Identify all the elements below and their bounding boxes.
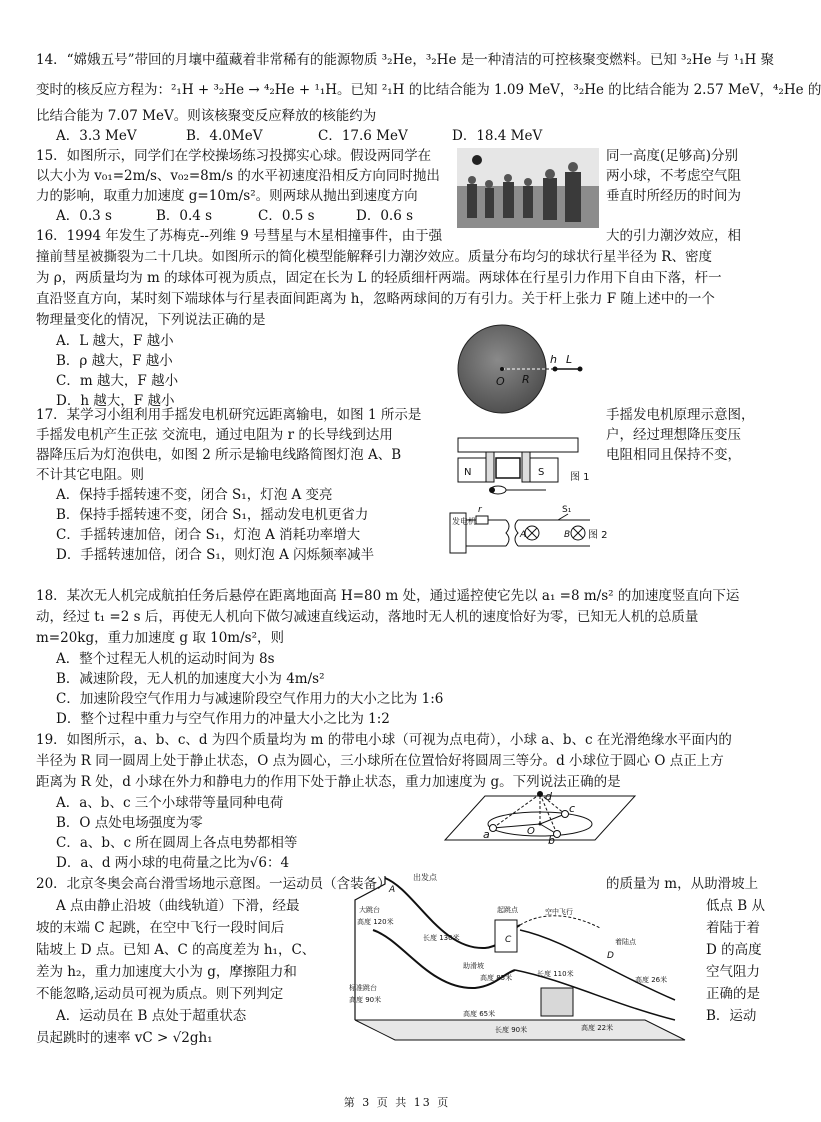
label-r: R — [522, 373, 530, 386]
charge-a — [490, 825, 497, 832]
label-landing: 着陆点 — [615, 938, 636, 946]
charge-d — [537, 791, 543, 797]
label-start: 出发点 — [413, 873, 437, 882]
q19-charges-diagram — [445, 790, 640, 846]
label-len90: 长度 90米 — [495, 1026, 528, 1034]
q18-option-c: C．加速阶段空气作用力与减速阶段空气作用力的大小之比为 1:6 — [56, 691, 444, 707]
q18-text-line-3: m=20kg，重力加速度 g 取 10m/s²，则 — [36, 630, 284, 646]
label-takeoff: 起跳点 — [497, 906, 518, 914]
q20-text-line-3b: 着陆于着 — [706, 920, 760, 936]
q15-option-a: A．0.3 s — [56, 208, 112, 224]
q20-text-line-2a: A 点由静止沿坡（曲线轨道）下滑，经最 — [56, 898, 300, 914]
q20-text-line-6b: 正确的是 — [706, 986, 760, 1002]
q17-option-b: B．保持手摇转速不变，闭合 S₁，摇动发电机更省力 — [56, 507, 369, 523]
q15-text-line-2b: 两小球，不考虑空气阻 — [606, 168, 741, 184]
magnet-n-label: N — [464, 467, 472, 478]
q17-generator-diagram — [450, 428, 608, 566]
q15-option-d: D．0.6 s — [356, 208, 414, 224]
label-big-height: 高度 120米 — [357, 918, 394, 926]
q17-text-line-2b: 户，经过理想降压变压 — [606, 427, 741, 443]
q20-text-line-3a: 坡的末端 C 起跳，在空中飞行一段时间后 — [36, 920, 285, 936]
q19-option-b: B．O 点处电场强度为零 — [56, 815, 203, 831]
q20-text-line-2b: 低点 B 从 — [706, 898, 766, 914]
q20-text-line-1b: 的质量为 m，从助滑坡上 — [606, 876, 759, 892]
label-std-platform: 标准跳台 — [349, 984, 377, 992]
q15-text-line-1a: 15．如图所示，同学们在学校操场练习投掷实心球。假设两同学在 — [36, 148, 432, 164]
q15-option-c: C．0.5 s — [258, 208, 315, 224]
q14-option-d: D．18.4 MeV — [452, 128, 543, 144]
label-std-height: 高度 90米 — [349, 996, 382, 1004]
q17-text-line-3a: 器降压后为灯泡供电，如图 2 所示是输电线路简图灯泡 A、B — [36, 447, 402, 463]
q20-text-line-4b: D 的高度 — [706, 942, 762, 958]
q14-option-a: A．3.3 MeV — [56, 128, 137, 144]
q17-text-line-2a: 手摇发电机产生正弦 交流电，通过电阻为 r 的长导线到达用 — [36, 427, 393, 443]
q17-option-a: A．保持手摇转速不变，闭合 S₁，灯泡 A 变亮 — [56, 487, 333, 503]
upper-ball — [578, 367, 583, 372]
q16-text-line-5: 物理量变化的情况，下列说法正确的是 — [36, 312, 266, 328]
shotput-ball-icon — [472, 155, 482, 165]
label-a: A — [389, 885, 396, 895]
label-h65: 高度 65米 — [463, 1010, 496, 1018]
label-o: O — [527, 826, 535, 837]
q18-option-a: A．整个过程无人机的运动时间为 8s — [56, 651, 275, 667]
q17-text-line-3b: 电阻相同且保持不变， — [606, 447, 741, 463]
q14-text-line-3: 比结合能为 7.07 MeV。则该核聚变反应释放的核能约为 — [36, 108, 377, 124]
q19-option-a: A．a、b、c 三个小球带等量同种电荷 — [56, 795, 284, 811]
label-h22: 高度 22米 — [581, 1024, 614, 1032]
q19-text-line-3: 距离为 R 处，d 小球在外力和静电力的作用下处于静止状态，重力加速度为 g。下列说法正确的是 — [36, 774, 621, 790]
label-d: D — [607, 951, 614, 961]
label-d: d — [545, 790, 552, 803]
label-c: C — [505, 935, 512, 945]
label-c: c — [569, 802, 576, 815]
lamp-a-label: A — [520, 530, 527, 540]
q17-text-line-1b: 手摇发电机原理示意图， — [606, 407, 755, 423]
q16-option-c: C．m 越大，F 越小 — [56, 373, 179, 389]
q17-option-c: C．手摇转速加倍，闭合 S₁，灯泡 A 消耗功率增大 — [56, 527, 361, 543]
q20-text-line-6a: 不能忽略,运动员可视为质点。则下列判定 — [36, 986, 284, 1002]
fig2-label: 图 2 — [588, 530, 608, 541]
q20-option-a: A．运动员在 B 点处于超重状态 — [56, 1008, 247, 1024]
q18-option-b: B．减速阶段，无人机的加速度大小为 4m/s² — [56, 671, 325, 687]
fig1-label: 图 1 — [570, 472, 590, 483]
q16-option-d: D．h 越大，F 越小 — [56, 393, 175, 409]
q16-text-line-2: 撞前彗星被撕裂为二十几块。如图所示的简化模型能解释引力潮汐效应。质量分布均匀的球状行星半径为 R、密度 — [36, 249, 712, 265]
q16-text-line-3: 为 ρ，两质量均为 m 的球体可视为质点，固定在长为 L 的轻质细杆两端。两球体在行星引力作用下自由下落，杆一 — [36, 270, 722, 286]
resistor-r-label: r — [478, 505, 482, 515]
label-b: b — [548, 834, 555, 847]
label-flight: 空中飞行 — [545, 908, 573, 916]
q16-option-b: B．ρ 越大，F 越小 — [56, 353, 173, 369]
q20-text-line-5b: 空气阻力 — [706, 964, 760, 980]
q17-option-d: D．手摇转速加倍，闭合 S₁，则灯泡 A 闪烁频率减半 — [56, 547, 375, 563]
q14-option-b: B．4.0MeV — [186, 128, 263, 144]
label-l: L — [566, 353, 573, 366]
label-len130: 长度 130米 — [423, 934, 460, 942]
q20-text-line-4a: 陆坡上 D 点。已知 A、C 的高度差为 h₁，C、 — [36, 942, 316, 958]
q20-ski-jump-diagram — [345, 870, 701, 1050]
q15-text-line-2a: 以大小为 v₀₁=2m/s、v₀₂=8m/s 的水平初速度沿相反方向同时抛出 — [36, 168, 440, 184]
q14-text-line-2: 变时的核反应方程为：²₁H + ³₂He → ⁴₂He + ¹₁H。已知 ²₁H 的比结合能为 1.09 MeV，³₂He 的比结合能为 2.57 MeV，⁴₂He 的 — [36, 82, 821, 98]
q14-option-c: C．17.6 MeV — [318, 128, 408, 144]
label-h: h — [550, 353, 557, 366]
q18-text-line-2: 动，经过 t₁ =2 s 后，再使无人机向下做匀减速直线运动，落地时无人机的速度恰好为零，已知无人机的总质量 — [36, 609, 699, 625]
q15-photo-shotput — [457, 148, 599, 228]
magnet-s-label: S — [538, 467, 545, 478]
q19-text-line-1: 19．如图所示，a、b、c、d 为四个质量均为 m 的带电小球（可视为点电荷），小球 a、b、c 在光滑绝缘水平面内的 — [36, 732, 732, 748]
label-h85: 高度 85米 — [480, 974, 513, 982]
lamp-b-label: B — [564, 530, 571, 540]
q17-text-line-4: 不计其它电阻。则 — [36, 467, 144, 483]
charge-c — [562, 811, 569, 818]
generator-label: 发电机 — [452, 517, 476, 526]
q20-text-line-5a: 差为 h₂，重力加速度大小为 g，摩擦阻力和 — [36, 964, 297, 980]
q19-option-d: D．a、d 两小球的电荷量之比为√6：4 — [56, 855, 290, 871]
q15-text-line-1b: 同一高度(足够高)分别 — [606, 148, 739, 164]
q20-option-b-continued: 员起跳时的速率 vC > √2gh₁ — [36, 1030, 213, 1046]
q20-text-line-1a: 20．北京冬奥会高台滑雪场地示意图。一运动员（含装备） — [36, 876, 391, 892]
q17-text-line-1a: 17．某学习小组利用手摇发电机研究远距离输电，如图 1 所示是 — [36, 407, 422, 423]
q18-option-d: D．整个过程中重力与空气作用力的冲量大小之比为 1:2 — [56, 711, 390, 727]
label-big-platform: 大跳台 — [359, 906, 380, 914]
q16-planet-diagram — [452, 325, 622, 415]
q14-text-line-1: 14．“嫦娥五号”带回的月壤中蕴藏着非常稀有的能源物质 ³₂He，³₂He 是一种清洁的可控核聚变燃料。已知 ³₂He 与 ¹₁H 聚 — [36, 52, 775, 68]
q15-option-b: B．0.4 s — [156, 208, 213, 224]
q16-text-line-4: 直沿竖直方向，某时刻下端球体与行星表面间距离为 h，忽略两球间的万有引力。关于杆上张力 F 随上述中的一个 — [36, 291, 715, 307]
label-len110: 长度 110米 — [537, 970, 574, 978]
q19-text-line-2: 半径为 R 同一圆周上处于静止状态，O 点为圆心，三小球所在位置恰好将圆周三等分。d 小球位于圆心 O 点正上方 — [36, 753, 724, 769]
label-a: a — [483, 828, 490, 841]
page-footer: 第 3 页 共 13 页 — [343, 1096, 451, 1109]
switch-s1-label: S₁ — [562, 505, 572, 515]
q16-option-a: A．L 越大，F 越小 — [56, 333, 174, 349]
label-h26: 高度 26米 — [635, 976, 668, 984]
label-slope: 助滑坡 — [463, 962, 484, 970]
q15-text-line-3b: 垂直时所经历的时间为 — [606, 188, 741, 204]
q18-text-line-1: 18．某次无人机完成航拍任务后悬停在距离地面高 H=80 m 处，通过遥控使它先以 a₁ =8 m/s² 的加速度竖直向下运 — [36, 588, 740, 604]
q16-text-line-1a: 16．1994 年发生了苏梅克--列维 9 号彗星与木星相撞事件，由于强 — [36, 228, 443, 244]
q19-option-c: C．a、b、c 所在圆周上各点电势都相等 — [56, 835, 298, 851]
q15-text-line-3a: 力的影响，取重力加速度 g=10m/s²。则两球从抛出到速度方向 — [36, 188, 418, 204]
q16-text-line-1b: 大的引力潮汐效应，相 — [606, 228, 741, 244]
label-o: O — [496, 375, 505, 388]
q20-option-b-start: B．运动 — [706, 1008, 757, 1024]
